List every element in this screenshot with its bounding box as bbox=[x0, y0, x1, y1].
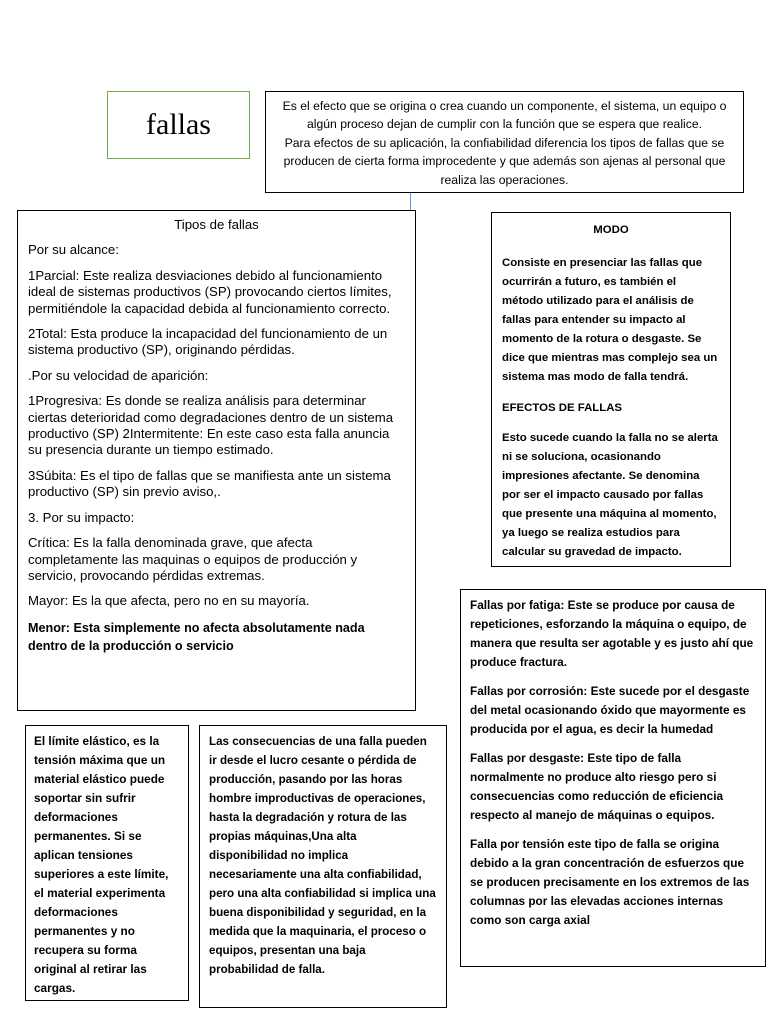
modo-node bbox=[491, 212, 731, 567]
title-text: fallas bbox=[146, 108, 211, 141]
tipos-de-fallas-node bbox=[17, 210, 416, 711]
efectos-heading: EFECTOS DE FALLAS bbox=[502, 402, 623, 414]
falla-corrosion: Fallas por corrosión: Este sucede por el desgaste del metal ocasionando óxido que mayormente es producida por el agua, es decir la humedad bbox=[470, 684, 750, 736]
definition-line-1: Es el efecto que se origina o crea cuando un componente, el sistema, un equipo o algún proceso dejan de cumplir con la función que se espera que realice. bbox=[282, 99, 727, 132]
tipos-mayor: Mayor: Es la que afecta, pero no en su mayoría. bbox=[28, 593, 310, 609]
modo-text: Consiste en presenciar las fallas que ocurrirán a futuro, es también el método utilizado para el análisis de fallas para entender su impacto al momento de la rotura o desgaste. Se dice que mientras mas complejo sea un sistema mas modo de falla tendrá. bbox=[502, 257, 718, 383]
limite-elastico-text: El límite elástico, es la tensión máxima que un material elástico puede soportar sin sufrir deformaciones permanentes. Si se aplican tensiones superiores a este límite, el material experimenta deformaciones permanentes y no recupera su forma original al retirar las cargas. bbox=[34, 734, 169, 995]
tipos-title: Tipos de fallas bbox=[174, 217, 259, 232]
tipos-alcance: Por su alcance: bbox=[28, 242, 119, 258]
limite-elastico-node bbox=[25, 725, 189, 1001]
falla-tension: Falla por tensión este tipo de falla se origina debido a la gran concentración de esfuerzos que se producen precisamente en los extremos de las columnas por las elevadas acciones internas como son carga axial bbox=[470, 837, 750, 927]
tipos-progresiva: 1Progresiva: Es donde se realiza análisis para determinar ciertas deterioridad como degradaciones dentro de un sistema productivo (SP) 2Intermitente: En este caso esta falla anuncia su presencia durante un tiempo estimado. bbox=[28, 393, 394, 458]
falla-fatiga: Fallas por fatiga: Este se produce por causa de repeticiones, esforzando la máquina o equipo, de manera que resulta ser agotable y es justo ahí que produce fractura. bbox=[470, 598, 754, 669]
title-node bbox=[107, 91, 250, 159]
definition-node bbox=[265, 91, 744, 193]
tipos-subita: 3Súbita: Es el tipo de fallas que se manifiesta ante un sistema productivo (SP) sin previo aviso,. bbox=[28, 467, 391, 500]
tipos-impacto: 3. Por su impacto: bbox=[28, 509, 135, 525]
tipos-menor: Menor: Esta simplemente no afecta absolutamente nada dentro de la producción o servicio bbox=[28, 620, 365, 653]
fallas-tipos-node bbox=[460, 589, 766, 967]
modo-heading: MODO bbox=[593, 224, 629, 236]
definition-line-2: Para efectos de su aplicación, la confiabilidad diferencia los tipos de fallas que se producen de cierta forma improcedente y que además son ajenas al personal que realiza las operaciones. bbox=[283, 135, 726, 187]
tipos-critica: Crítica: Es la falla denominada grave, que afecta completamente las maquinas o equipos de producción y servicio, provocando pérdidas extremas. bbox=[28, 535, 358, 583]
tipos-parcial: 1Parcial: Este realiza desviaciones debido al funcionamiento ideal de sistemas productivos (SP) provocando ciertos límites, permitiéndole la capacidad debida al funcionamiento correcto. bbox=[28, 267, 392, 316]
tipos-total: 2Total: Esta produce la incapacidad del funcionamiento de un sistema productivo (SP), originando pérdidas. bbox=[28, 326, 388, 358]
consecuencias-text: Las consecuencias de una falla pueden ir desde el lucro cesante o pérdida de producción, pasando por las horas hombre improductivas de operaciones, hasta la degradación y rotura de las propias máquinas,Una alta disponibilidad no implica necesariamente una alta confiabilidad, pero una alta confiabilidad si implica una buena disponibilidad y seguridad, en la medida que la maquinaria, el proceso o equipos, presentan una baja probabilidad de falla. bbox=[209, 735, 436, 976]
falla-desgaste: Fallas por desgaste: Este tipo de falla normalmente no produce alto riesgo pero si consecuencias como reducción de eficiencia respecto al manejo de máquinas o equipos. bbox=[470, 751, 724, 822]
efectos-text: Esto sucede cuando la falla no se alerta ni se soluciona, ocasionando impresiones afectante. Se denomina por ser el impacto causado por fallas que presente una máquina al momento, ya luego se realiza estudios para calcular su gravedad de impacto. bbox=[502, 432, 718, 558]
tipos-velocidad: .Por su velocidad de aparición: bbox=[28, 367, 209, 383]
connector-line bbox=[410, 193, 411, 211]
consecuencias-node bbox=[199, 725, 447, 1008]
